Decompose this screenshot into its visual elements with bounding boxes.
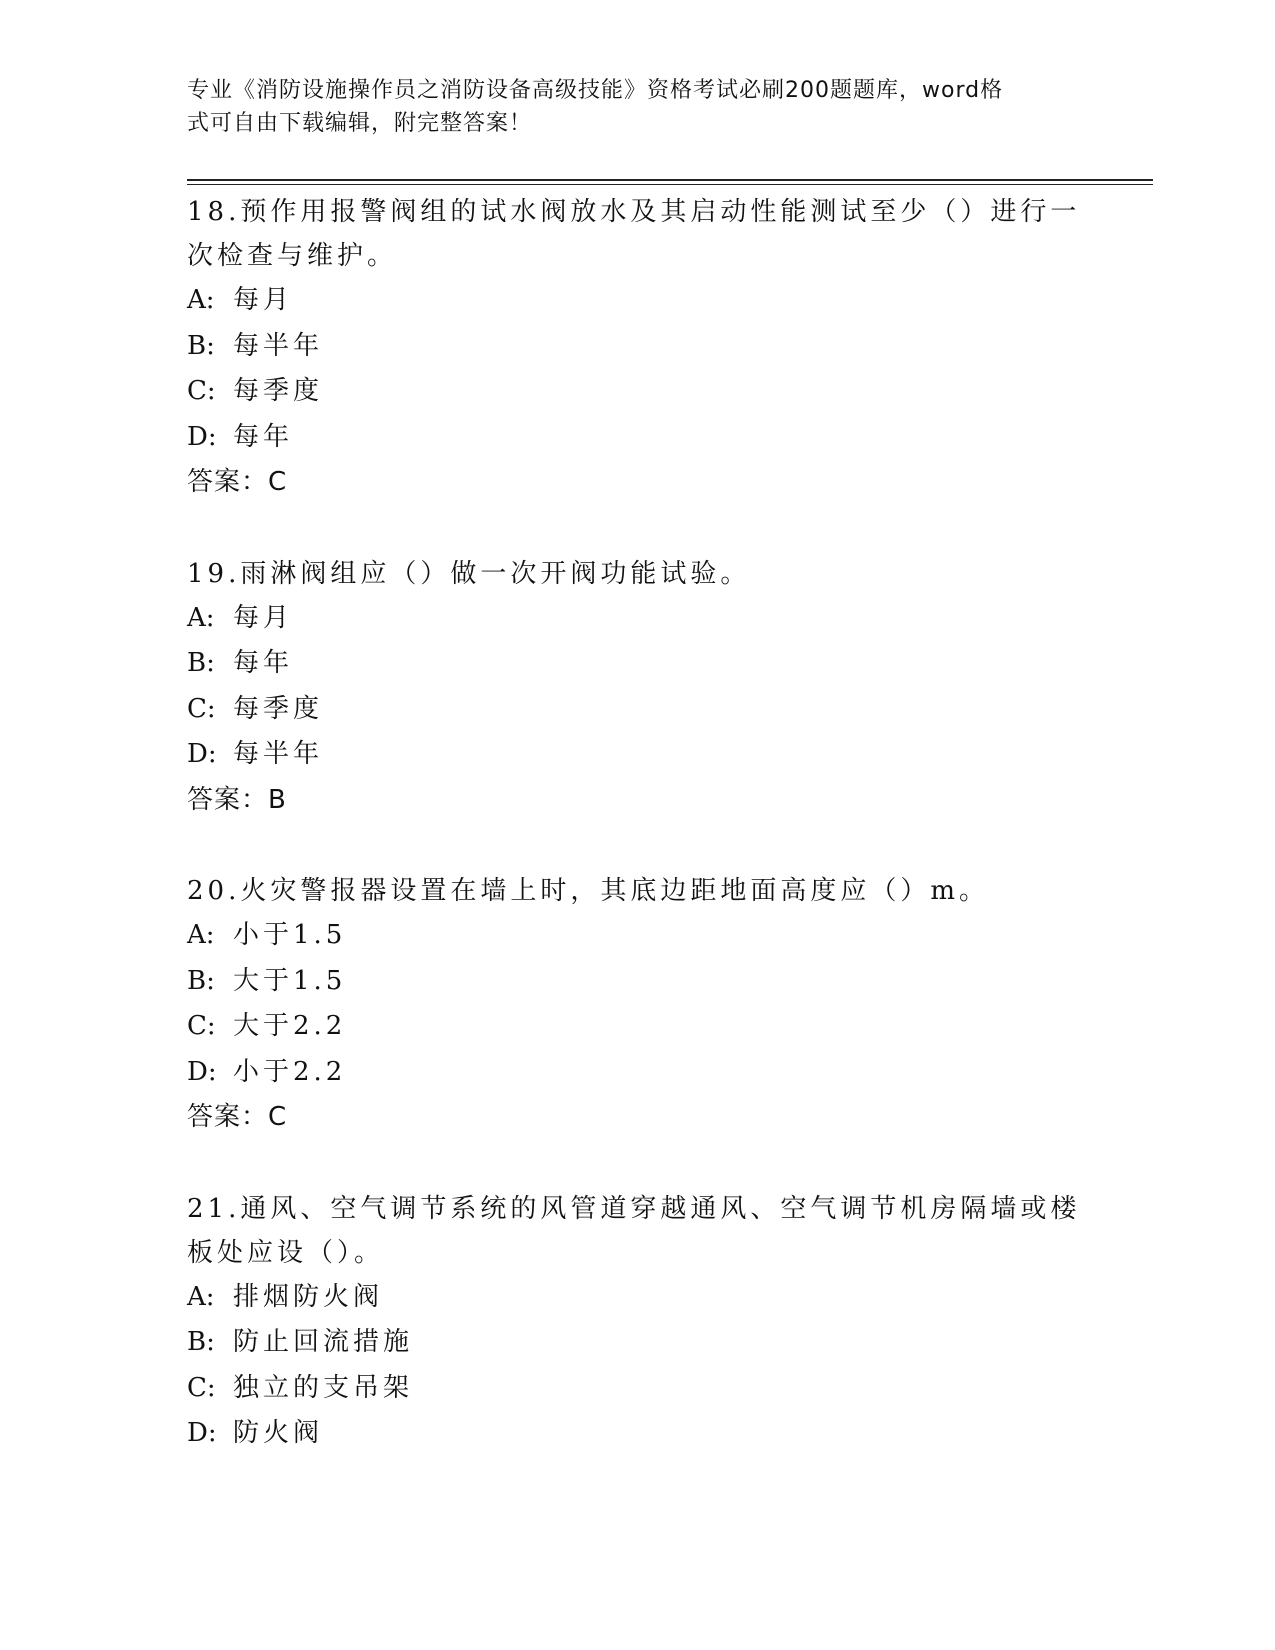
option-text: 防火阀 — [233, 1418, 324, 1448]
question-spacer — [187, 823, 1087, 869]
option-d — [187, 415, 1087, 461]
option-key: C: — [187, 1011, 216, 1041]
option-text: 每月 — [233, 285, 294, 315]
question-19 — [187, 552, 1087, 824]
option-text: 每年 — [233, 648, 294, 678]
answer-line: 答案：C — [187, 1102, 288, 1132]
option-key: A: — [187, 602, 215, 633]
option-text: 每季度 — [233, 376, 324, 406]
option-key: D: — [187, 739, 217, 769]
option-text: 每月 — [233, 602, 294, 633]
option-b — [187, 959, 1087, 1005]
option-key: B: — [187, 1327, 215, 1357]
header-line-1: 专业《消防设施操作员之消防设备高级技能》资格考试必刷200题题库，word格 — [187, 78, 1004, 103]
question-list — [187, 190, 1087, 1457]
option-key: B: — [187, 965, 215, 996]
question-stem: 21.通风、空气调节系统的风管道穿越通风、空气调节机房隔墙或楼板处应设（）。 — [187, 1193, 1081, 1268]
option-a — [187, 913, 1087, 959]
question-spacer — [187, 1141, 1087, 1187]
header-line-2: 式可自由下载编辑，附完整答案！ — [187, 111, 533, 136]
option-text: 排烟防火阀 — [233, 1281, 384, 1312]
option-key: C: — [187, 376, 216, 406]
option-a — [187, 596, 1087, 642]
header-divider-thick — [187, 179, 1153, 181]
option-a — [187, 278, 1087, 324]
option-b — [187, 1320, 1087, 1366]
option-key: A: — [187, 920, 215, 950]
option-text: 每半年 — [233, 739, 324, 769]
option-c — [187, 687, 1087, 733]
option-c — [187, 1366, 1087, 1412]
option-d — [187, 732, 1087, 778]
option-c — [187, 369, 1087, 415]
option-text: 大于1.5 — [233, 965, 347, 996]
question-spacer — [187, 506, 1087, 552]
option-key: A: — [187, 1281, 215, 1312]
question-stem: 18.预作用报警阀组的试水阀放水及其启动性能测试至少（）进行一次检查与维护。 — [187, 197, 1081, 271]
option-d — [187, 1411, 1087, 1457]
option-key: D: — [187, 1056, 217, 1087]
question-18 — [187, 190, 1087, 506]
option-key: A: — [187, 285, 215, 315]
option-text: 小于2.2 — [233, 1056, 347, 1087]
header-divider-thin — [187, 184, 1153, 185]
document-header — [187, 74, 1067, 140]
answer-line: 答案：C — [187, 467, 288, 497]
option-text: 每年 — [233, 421, 294, 452]
question-21 — [187, 1187, 1087, 1457]
question-stem: 19.雨淋阀组应（）做一次开阀功能试验。 — [187, 558, 751, 589]
option-d — [187, 1050, 1087, 1096]
option-text: 独立的支吊架 — [233, 1372, 414, 1403]
question-stem: 20.火灾警报器设置在墙上时，其底边距地面高度应（）m。 — [187, 876, 990, 906]
option-b — [187, 641, 1087, 687]
option-a — [187, 1275, 1087, 1321]
option-b — [187, 324, 1087, 370]
question-20 — [187, 869, 1087, 1141]
option-text: 每半年 — [233, 330, 324, 361]
option-key: B: — [187, 648, 215, 678]
option-text: 每季度 — [233, 693, 324, 724]
option-text: 防止回流措施 — [233, 1327, 414, 1357]
option-text: 大于2.2 — [233, 1011, 347, 1041]
answer-line: 答案：B — [187, 784, 287, 815]
option-key: C: — [187, 693, 216, 724]
option-c — [187, 1004, 1087, 1050]
option-key: D: — [187, 421, 217, 452]
option-text: 小于1.5 — [233, 920, 347, 950]
option-key: C: — [187, 1372, 216, 1403]
option-key: D: — [187, 1418, 217, 1448]
option-key: B: — [187, 330, 215, 361]
